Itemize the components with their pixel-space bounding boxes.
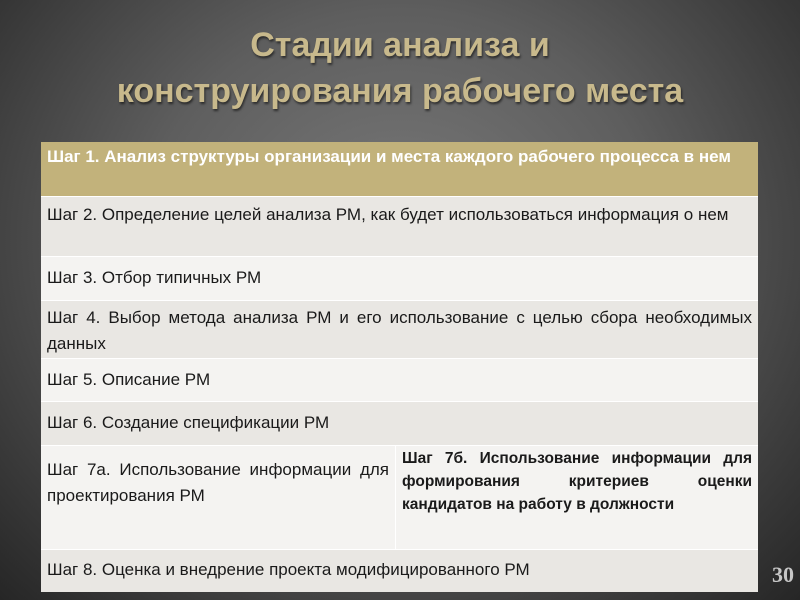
step-5-text: Шаг 5. Описание РМ (47, 370, 211, 389)
step-7b-text: Шаг 7б. Использование информации для формирования критериев оценки кандидатов на работу в должности (402, 450, 752, 513)
step-8-text: Шаг 8. Оценка и внедрение проекта модифицированного РМ (47, 560, 530, 579)
table-row-step-7 (41, 446, 758, 550)
page-number: 30 (772, 562, 794, 587)
table-row-step-6 (41, 402, 758, 446)
slide-title (0, 22, 800, 114)
slide-title-line-2: конструирования рабочего места (116, 72, 684, 110)
slide-title-line-1: Стадии анализа и (250, 26, 550, 64)
step-1-text: Шаг 1. Анализ структуры организации и места каждого рабочего процесса в нем (47, 147, 731, 166)
table-row-step-2 (41, 197, 758, 257)
table-row-step-4 (41, 301, 758, 359)
step-4-text: Шаг 4. Выбор метода анализа РМ и его использование с целью сбора необходимых данных (47, 308, 752, 353)
step-6-text: Шаг 6. Создание спецификации РМ (47, 413, 330, 432)
step-7a-text: Шаг 7а. Использование информации для проектирования РМ (41, 446, 396, 549)
table-row-step-3 (41, 257, 758, 301)
step-3-text: Шаг 3. Отбор типичных РМ (47, 268, 262, 287)
step-2-text: Шаг 2. Определение целей анализа РМ, как будет использоваться информация о нем (47, 205, 729, 224)
table-row-step-8 (41, 550, 758, 592)
table-row-step-1 (41, 142, 758, 197)
table-row-step-5 (41, 359, 758, 402)
